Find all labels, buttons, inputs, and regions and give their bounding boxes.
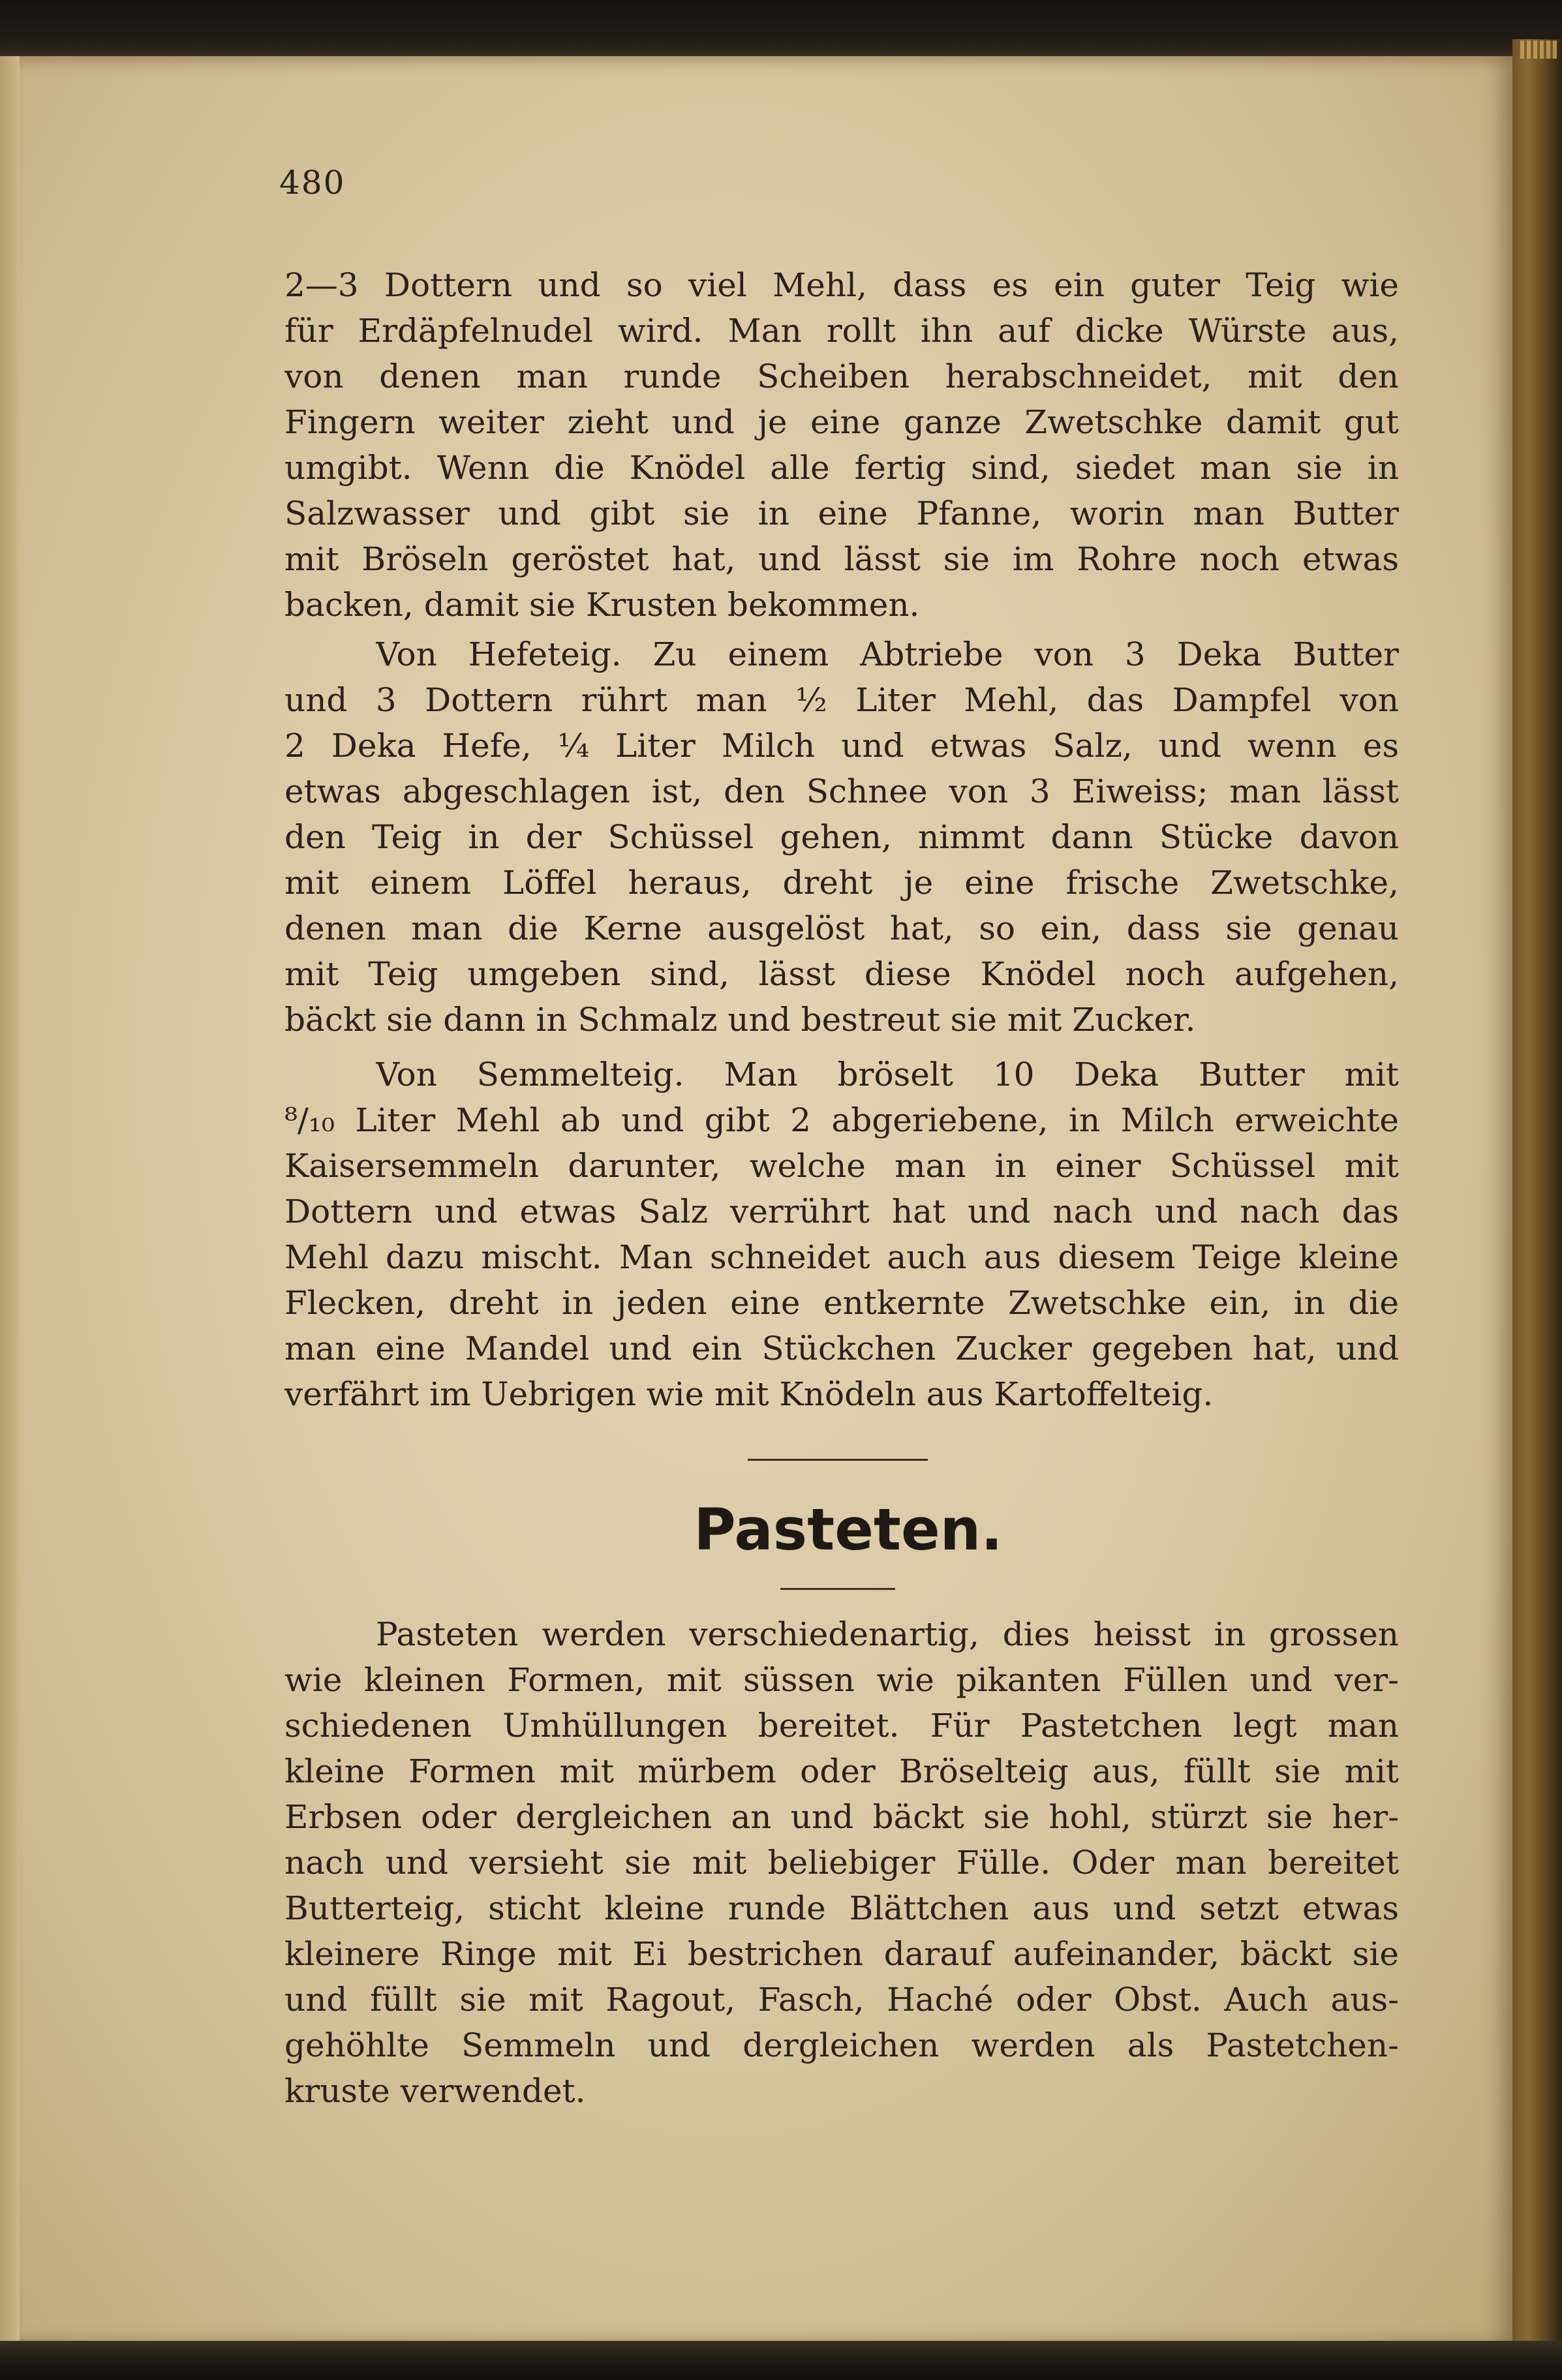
scan-bottom-border <box>0 2341 1562 2380</box>
body-line: mit einem Löffel heraus, dreht je eine frische Zwetschke, <box>284 864 1399 902</box>
paragraph-first-line: Von Semmelteig. Man bröselt 10 Deka Butter mit <box>376 1056 1399 1093</box>
body-line: 2—3 Dottern und so viel Mehl, dass es ein guter Teig wie <box>284 266 1399 304</box>
paragraph-first-line: Pasteten werden verschiedenartig, dies heisst in grossen <box>376 1615 1399 1653</box>
page-number: 480 <box>279 164 346 202</box>
body-line: Salzwasser und gibt sie in eine Pfanne, worin man Butter <box>284 495 1399 532</box>
body-line: kruste verwendet. <box>284 2072 586 2110</box>
body-line: ⁸/₁₀ Liter Mehl ab und gibt 2 abgeriebene, in Milch erweichte <box>284 1101 1399 1139</box>
body-line: und 3 Dottern rührt man ½ Liter Mehl, das Dampfel von <box>284 681 1399 719</box>
body-line: bäckt sie dann in Schmalz und bestreut sie mit Zucker. <box>284 1001 1196 1039</box>
body-line: Mehl dazu mischt. Man schneidet auch aus diesem Teige kleine <box>284 1238 1399 1276</box>
section-title: Pasteten. <box>694 1496 1003 1563</box>
scan-top-border <box>0 0 1562 63</box>
body-line: Butterteig, sticht kleine runde Blättchen aus und setzt etwas <box>284 1889 1399 1927</box>
body-line: Flecken, dreht in jeden eine entkernte Zwetschke ein, in die <box>284 1284 1399 1322</box>
body-line: kleinere Ringe mit Ei bestrichen darauf aufeinander, bäckt sie <box>284 1935 1399 1973</box>
body-line: den Teig in der Schüssel gehen, nimmt dann Stücke davon <box>284 818 1399 856</box>
body-line: backen, damit sie Krusten bekommen. <box>284 586 920 624</box>
body-line: nach und versieht sie mit beliebiger Fülle. Oder man bereitet <box>284 1844 1399 1882</box>
body-line: denen man die Kerne ausgelöst hat, so ein, dass sie genau <box>284 909 1399 947</box>
body-line: verfährt im Uebrigen wie mit Knödeln aus Kartoffelteig. <box>284 1375 1214 1413</box>
body-line: für Erdäpfelnudel wird. Man rollt ihn auf dicke Würste aus, <box>284 312 1399 350</box>
body-line: Kaisersemmeln darunter, welche man in einer Schüssel mit <box>284 1147 1399 1185</box>
page-edge-strip <box>1520 40 1557 59</box>
body-line: mit Bröseln geröstet hat, und lässt sie im Rohre noch etwas <box>284 540 1399 578</box>
page-left-edge <box>0 56 20 2346</box>
body-line: Dottern und etwas Salz verrührt hat und nach und nach das <box>284 1193 1399 1230</box>
body-line: etwas abgeschlagen ist, den Schnee von 3 Eiweiss; man lässt <box>284 772 1399 810</box>
section-rule-bottom <box>780 1588 895 1590</box>
section-rule-top <box>748 1459 928 1461</box>
body-line: Erbsen oder dergleichen an und bäckt sie hohl, stürzt sie her- <box>284 1798 1399 1836</box>
body-line: man eine Mandel und ein Stückchen Zucker gegeben hat, und <box>284 1330 1399 1367</box>
body-line: Fingern weiter zieht und je eine ganze Zwetschke damit gut <box>284 403 1399 441</box>
body-line: wie kleinen Formen, mit süssen wie pikanten Füllen und ver- <box>284 1661 1399 1699</box>
body-line: schiedenen Umhüllungen bereitet. Für Pastetchen legt man <box>284 1707 1399 1745</box>
paragraph-first-line: Von Hefeteig. Zu einem Abtriebe von 3 Deka Butter <box>376 635 1399 673</box>
body-line: gehöhlte Semmeln und dergleichen werden als Pastetchen- <box>284 2026 1399 2064</box>
body-line: mit Teig umgeben sind, lässt diese Knödel noch aufgehen, <box>284 955 1399 993</box>
body-line: umgibt. Wenn die Knödel alle fertig sind, siedet man sie in <box>284 449 1399 487</box>
body-line: von denen man runde Scheiben herabschneidet, mit den <box>284 358 1399 395</box>
body-line: und füllt sie mit Ragout, Fasch, Haché oder Obst. Auch aus- <box>284 1981 1399 2019</box>
body-line: 2 Deka Hefe, ¼ Liter Milch und etwas Salz, und wenn es <box>284 727 1399 765</box>
body-line: kleine Formen mit mürbem oder Bröselteig aus, füllt sie mit <box>284 1752 1399 1790</box>
book-spine-edge <box>1512 39 1562 2380</box>
